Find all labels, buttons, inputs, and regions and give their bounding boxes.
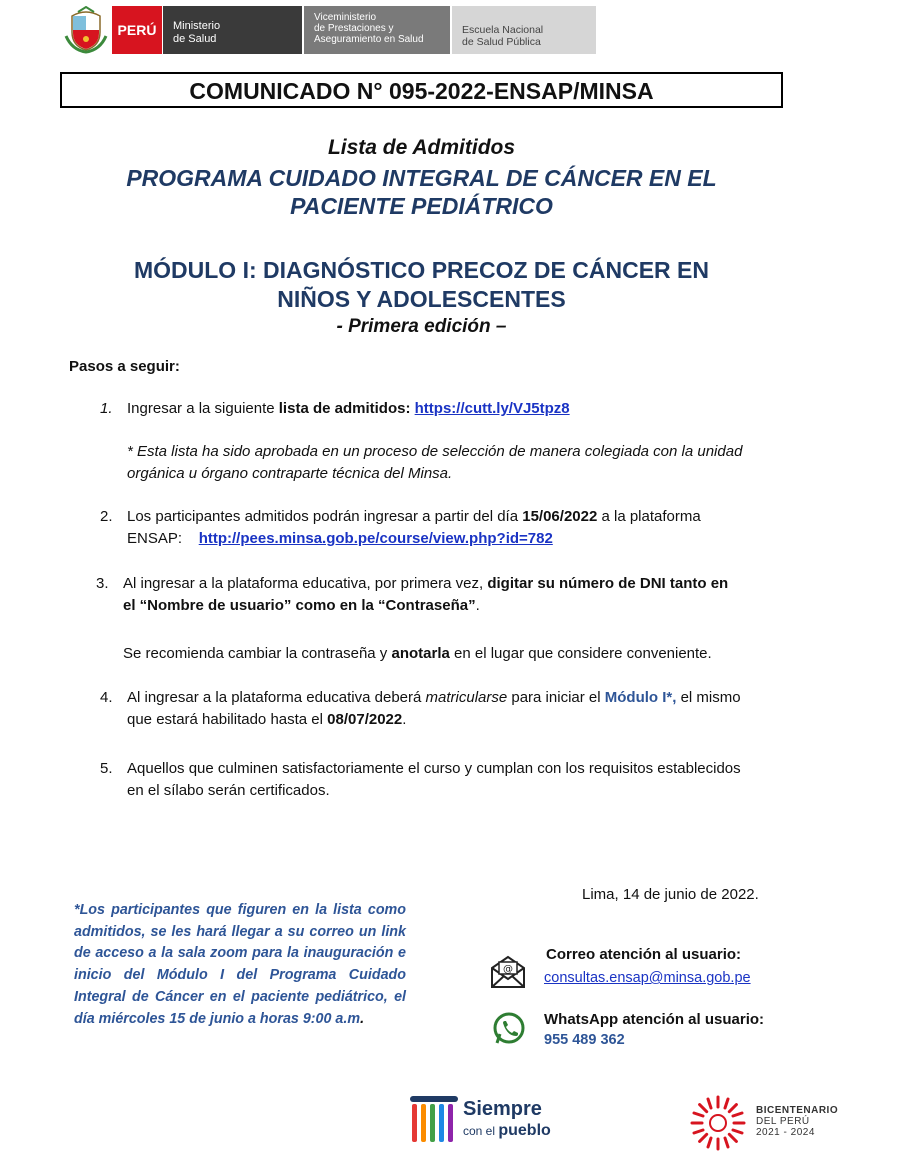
pueblo-text: pueblo <box>498 1122 551 1139</box>
step-3-bold-1: digitar su número de DNI tanto en <box>487 575 729 592</box>
header-banner <box>64 6 596 54</box>
step-4-modulo: Módulo I*, <box>604 689 677 706</box>
step-1-note-line-2: orgánica u órgano contraparte técnica del Minsa. <box>127 465 453 482</box>
vice-line-2: de Prestaciones y <box>314 23 394 34</box>
modulo-line-2: NIÑOS Y ADOLESCENTES <box>277 286 566 312</box>
peru-label: PERÚ <box>112 6 162 54</box>
vice-line-3: Aseguramiento en Salud <box>314 34 424 45</box>
step-5-line-1: Aquellos que culminen satisfactoriamente el curso y cumplan con los requisitos establecidos <box>127 760 741 777</box>
bicentenario-text: BICENTENARIO <box>756 1105 839 1116</box>
step-2-number: 2. <box>100 508 113 525</box>
step-4-date: 08/07/2022 <box>327 711 403 728</box>
step-4-italic: matricularse <box>425 689 508 706</box>
pasos-heading: Pasos a seguir: <box>69 358 180 375</box>
step-1-note-line-1: * Esta lista ha sido aprobada en un proceso de selección de manera colegiada con la unidad <box>127 443 743 460</box>
step-2-post: a la plataforma <box>597 508 701 525</box>
zoom-note-end: . <box>360 1010 365 1027</box>
step-4-line-2-pre: que estará habilitado hasta el <box>127 711 328 728</box>
bicentenario-label <box>756 1105 838 1138</box>
vice-line-1: Viceministerio <box>314 12 377 23</box>
step-4-text <box>127 687 787 731</box>
comunicado-title: COMUNICADO N° 095-2022-ENSAP/MINSA <box>60 72 783 108</box>
zoom-note-text: *Los participantes que figuren en la lista como admitidos, se les hará llegar a su correo un link de acceso a la sala zoom para la inauguración e inicio del Módulo I del Programa Cuidado Integral de Cáncer en el paciente pediátrico, el día miércoles 15 de junio a horas 9:00 a.m <box>74 902 406 1027</box>
step-5-number: 5. <box>100 760 113 777</box>
bicentenario-years: 2021 - 2024 <box>756 1127 815 1138</box>
step-3-rec-bold: anotarla <box>391 645 450 662</box>
bicentenario-sun-icon <box>688 1093 748 1153</box>
step-3-rec-post: en el lugar que considere conveniente. <box>449 645 712 662</box>
step-2-pre: Los participantes admitidos podrán ingresar a partir del día <box>127 508 523 525</box>
step-1-note <box>127 441 787 485</box>
zoom-note <box>74 900 406 1030</box>
step-3-end: . <box>475 597 480 614</box>
email-link[interactable]: consultas.ensap@minsa.gob.pe <box>544 970 751 986</box>
step-2-date: 15/06/2022 <box>522 508 598 525</box>
step-4-number: 4. <box>100 689 113 706</box>
con-el-pueblo-label <box>463 1122 551 1140</box>
lista-admitidos-heading: Lista de Admitidos <box>327 136 516 159</box>
viceministerio-label <box>302 6 450 54</box>
whatsapp-label: WhatsApp atención al usuario: <box>544 1011 765 1028</box>
step-4-post: el mismo <box>676 689 741 706</box>
peru-coat-of-arms-icon <box>64 6 108 54</box>
step-3-pre: Al ingresar a la plataforma educativa, por primera vez, <box>123 575 488 592</box>
del-peru-text: DEL PERÚ <box>756 1116 810 1127</box>
step-3-recommendation <box>123 643 783 665</box>
con-el-text: con el <box>463 1124 499 1138</box>
edicion-subtitle: - Primera edición – <box>336 316 507 337</box>
modulo-line-1: MÓDULO I: DIAGNÓSTICO PRECOZ DE CÁNCER EN <box>133 257 709 283</box>
modulo-title <box>60 256 783 314</box>
email-label: Correo atención al usuario: <box>546 946 742 963</box>
whatsapp-number[interactable]: 955 489 362 <box>544 1032 625 1048</box>
escuela-line-2: de Salud Pública <box>462 36 541 48</box>
step-1-number: 1. <box>100 400 113 417</box>
step-4-mid: para iniciar el <box>507 689 605 706</box>
step-2-text <box>127 506 787 550</box>
step-5-text <box>127 758 787 802</box>
step-3-bold-2: el “Nombre de usuario” como en la “Contraseña” <box>123 597 476 614</box>
ministerio-line-2: de Salud <box>173 33 217 45</box>
step-3-rec-pre: Se recomienda cambiar la contraseña y <box>123 645 392 662</box>
step-1-text <box>127 398 787 420</box>
ministerio-de-salud-label <box>162 6 302 54</box>
step-3-text <box>123 573 783 617</box>
ministerio-line-1: Ministerio <box>173 20 221 32</box>
step-3-number: 3. <box>96 575 109 592</box>
programa-line-2: PACIENTE PEDIÁTRICO <box>290 193 553 219</box>
email-icon <box>490 954 524 988</box>
escuela-line-1: Escuela Nacional <box>462 24 544 36</box>
whatsapp-icon <box>492 1012 526 1046</box>
step-2-ensap: ENSAP: <box>127 530 183 547</box>
escuela-nacional-label <box>450 6 596 54</box>
step-1-bold: lista de admitidos: <box>278 400 415 417</box>
programa-line-1: PROGRAMA CUIDADO INTEGRAL DE CÁNCER EN EL <box>126 165 717 191</box>
step-1-pre: Ingresar a la siguiente <box>127 400 279 417</box>
svg-text:@: @ <box>503 964 513 975</box>
ensap-course-link[interactable]: http://pees.minsa.gob.pe/course/view.php?id=782 <box>198 530 553 547</box>
siempre-label: Siempre <box>463 1098 542 1120</box>
programa-title <box>60 164 783 220</box>
admitidos-list-link[interactable]: https://cutt.ly/VJ5tpz8 <box>414 400 570 417</box>
siempre-con-el-pueblo-logo-icon <box>408 1094 460 1146</box>
step-4-pre: Al ingresar a la plataforma educativa deberá <box>127 689 426 706</box>
lima-date: Lima, 14 de junio de 2022. <box>582 886 759 903</box>
step-4-end: . <box>402 711 407 728</box>
step-5-line-2: en el sílabo serán certificados. <box>127 782 330 799</box>
